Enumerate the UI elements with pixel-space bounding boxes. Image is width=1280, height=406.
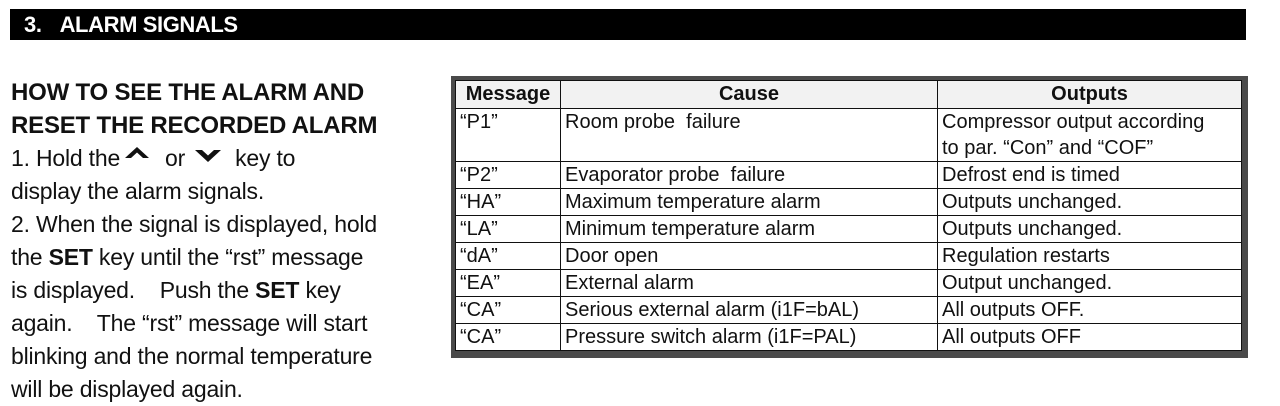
cell-cause: Serious external alarm (i1F=bAL)	[561, 297, 938, 324]
instructions-text	[11, 142, 443, 406]
header-cause: Cause	[561, 81, 938, 109]
table-row	[456, 324, 1242, 351]
cell-message: “P1”	[456, 109, 561, 162]
step2-line-6: will be displayed again.	[11, 376, 243, 402]
alarm-table	[455, 80, 1242, 351]
step2-text-the: the	[11, 244, 43, 270]
table-row	[456, 243, 1242, 270]
cell-cause: External alarm	[561, 270, 938, 297]
cell-outputs	[938, 109, 1242, 162]
header-message: Message	[456, 81, 561, 109]
cell-message: “dA”	[456, 243, 561, 270]
cell-cause: Minimum temperature alarm	[561, 216, 938, 243]
table-row	[456, 216, 1242, 243]
table-row	[456, 297, 1242, 324]
cell-message: “CA”	[456, 324, 561, 351]
cell-outputs: Defrost end is timed	[938, 162, 1242, 189]
step2-line-4: again. The “rst” message will start	[11, 310, 368, 336]
cell-message: “EA”	[456, 270, 561, 297]
step1-text-or: or	[165, 145, 186, 171]
cell-message: “LA”	[456, 216, 561, 243]
step2-line-2	[11, 241, 443, 274]
step1-line	[11, 142, 443, 175]
step2-text-d: is displayed. Push the	[11, 277, 249, 303]
cell-outputs: Regulation restarts	[938, 243, 1242, 270]
step1-line-2: display the alarm signals.	[11, 178, 265, 204]
cell-cause: Door open	[561, 243, 938, 270]
howto-heading-line-2: RESET THE RECORDED ALARM	[11, 112, 378, 139]
cell-message: “CA”	[456, 297, 561, 324]
instructions-column	[11, 76, 443, 406]
chevron-down-icon	[193, 148, 223, 164]
cell-outputs: All outputs OFF	[938, 324, 1242, 351]
section-title: ALARM SIGNALS	[59, 11, 238, 37]
cell-outputs: All outputs OFF.	[938, 297, 1242, 324]
section-header	[10, 9, 1246, 40]
table-row	[456, 162, 1242, 189]
step1-text-b: key to	[235, 145, 296, 171]
cell-cause: Evaporator probe failure	[561, 162, 938, 189]
cell-outputs: Outputs unchanged.	[938, 189, 1242, 216]
cell-outputs-line-1: Compressor output according	[942, 111, 1205, 133]
step1-text-a: 1. Hold the	[11, 145, 121, 171]
chevron-up-icon	[123, 144, 151, 160]
cell-cause: Maximum temperature alarm	[561, 189, 938, 216]
howto-heading	[11, 76, 443, 142]
alarm-table-frame	[451, 76, 1248, 358]
howto-heading-line-1: HOW TO SEE THE ALARM AND	[11, 79, 364, 106]
cell-outputs: Outputs unchanged.	[938, 216, 1242, 243]
table-row	[456, 270, 1242, 297]
step2-line-5: blinking and the normal temperature	[11, 343, 373, 369]
cell-message: “P2”	[456, 162, 561, 189]
set-key-label-2: SET	[255, 277, 300, 303]
table-row	[456, 189, 1242, 216]
section-number: 3.	[24, 11, 42, 37]
set-key-label: SET	[48, 244, 93, 270]
table-header-row	[456, 81, 1242, 109]
cell-cause: Pressure switch alarm (i1F=PAL)	[561, 324, 938, 351]
step2-text-c: key until the “rst” message	[98, 244, 364, 270]
cell-cause: Room probe failure	[561, 109, 938, 162]
cell-message: “HA”	[456, 189, 561, 216]
step2-line-3	[11, 274, 443, 307]
header-outputs: Outputs	[938, 81, 1242, 109]
step2-line-1: 2. When the signal is displayed, hold	[11, 211, 377, 237]
cell-outputs-line-2: to par. “Con” and “COF”	[942, 137, 1154, 159]
table-row	[456, 109, 1242, 162]
cell-outputs: Output unchanged.	[938, 270, 1242, 297]
step2-text-e: key	[305, 277, 341, 303]
